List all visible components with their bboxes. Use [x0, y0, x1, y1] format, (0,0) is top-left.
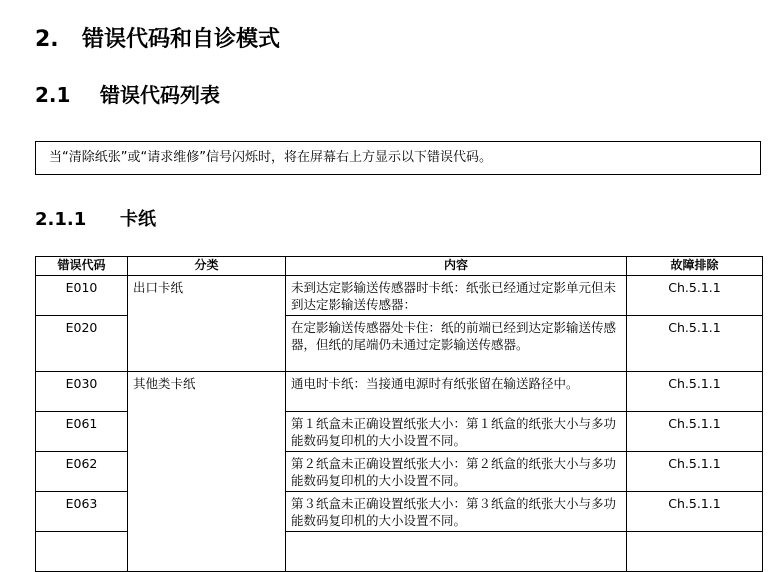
section-heading-2-1-1 — [35, 205, 156, 231]
column-header-category: 分类 — [128, 257, 286, 276]
troubleshooting-cell: Ch.5.1.1 — [627, 412, 763, 452]
section-heading-2-1 — [35, 79, 220, 108]
error-code-cell: E063 — [36, 492, 128, 532]
troubleshooting-cell: Ch.5.1.1 — [627, 372, 763, 412]
content-cell: 第２纸盒未正确设置纸张大小：第２纸盒的纸张大小与多功能数码复印机的大小设置不同。 — [286, 452, 627, 492]
troubleshooting-cell: Ch.5.1.1 — [627, 492, 763, 532]
section-number: 2.1.1 — [35, 209, 87, 230]
error-code-cell: E030 — [36, 372, 128, 412]
table-row — [36, 372, 763, 412]
content-cell — [286, 532, 627, 572]
content-cell: 在定影输送传感器处卡住：纸的前端已经到达定影输送传感器，但纸的尾端仍未通过定影输送传感器。 — [286, 316, 627, 372]
content-cell: 第３纸盒未正确设置纸张大小：第３纸盒的纸张大小与多功能数码复印机的大小设置不同。 — [286, 492, 627, 532]
section-title: 错误代码列表 — [100, 83, 220, 107]
error-code-cell: E062 — [36, 452, 128, 492]
troubleshooting-cell — [627, 532, 763, 572]
content-cell: 通电时卡纸：当接通电源时有纸张留在输送路径中。 — [286, 372, 627, 412]
section-number: 2.1 — [35, 83, 71, 107]
error-code-cell: E010 — [36, 276, 128, 316]
column-header-content: 内容 — [286, 257, 627, 276]
section-heading-2 — [35, 22, 280, 53]
content-cell: 未到达定影输送传感器时卡纸：纸张已经通过定影单元但未到达定影输送传感器： — [286, 276, 627, 316]
section-number: 2. — [35, 27, 59, 52]
error-code-cell: E020 — [36, 316, 128, 372]
section-title: 错误代码和自诊模式 — [82, 27, 281, 52]
column-header-code: 错误代码 — [36, 257, 128, 276]
category-cell: 出口卡纸 — [128, 276, 286, 372]
error-code-cell: E061 — [36, 412, 128, 452]
table-row — [36, 276, 763, 316]
table-header-row — [36, 257, 763, 276]
error-code-cell — [36, 532, 128, 572]
info-note-box: 当“清除纸张”或“请求维修”信号闪烁时，将在屏幕右上方显示以下错误代码。 — [35, 141, 761, 175]
content-cell: 第１纸盒未正确设置纸张大小：第１纸盒的纸张大小与多功能数码复印机的大小设置不同。 — [286, 412, 627, 452]
column-header-troubleshooting: 故障排除 — [627, 257, 763, 276]
error-code-table — [35, 256, 763, 572]
category-cell: 其他类卡纸 — [128, 372, 286, 572]
troubleshooting-cell: Ch.5.1.1 — [627, 276, 763, 316]
troubleshooting-cell: Ch.5.1.1 — [627, 452, 763, 492]
section-title: 卡纸 — [120, 209, 156, 230]
troubleshooting-cell: Ch.5.1.1 — [627, 316, 763, 372]
